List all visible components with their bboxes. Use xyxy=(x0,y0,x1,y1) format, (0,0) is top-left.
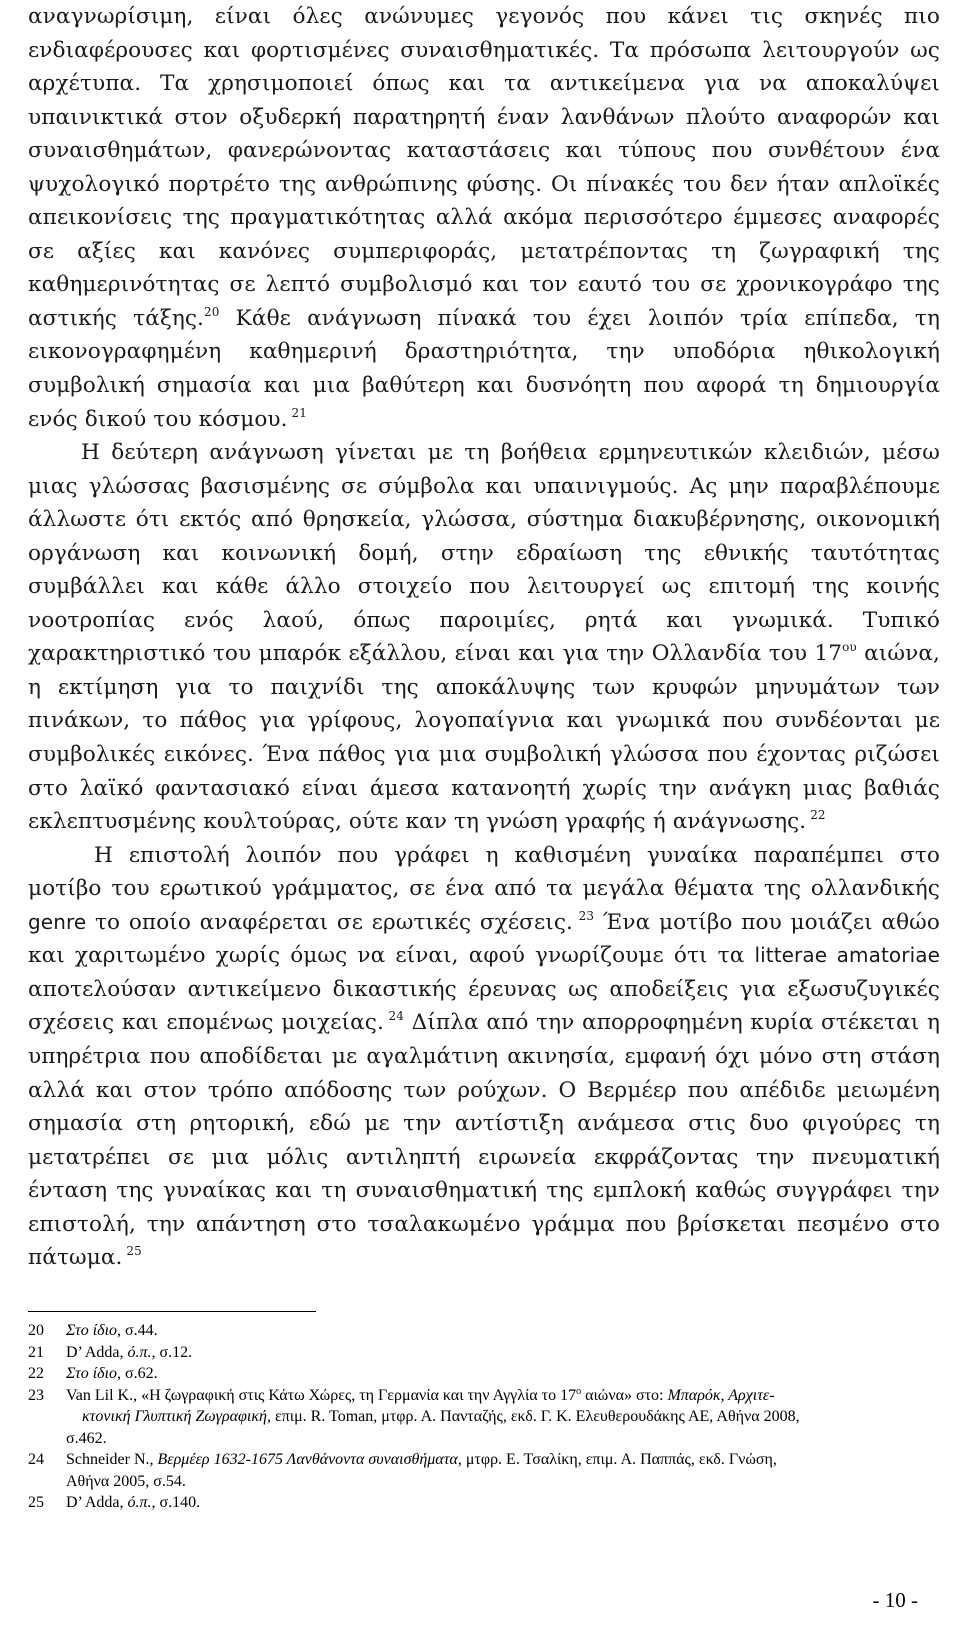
footnote-21 xyxy=(28,1342,948,1364)
footnote-rest: , σ.140. xyxy=(151,1494,201,1511)
footnote-plain: αιώνα» στο: xyxy=(581,1386,668,1404)
footnote-25 xyxy=(28,1492,948,1514)
footnote-text xyxy=(66,1385,948,1407)
footnote-number: 21 xyxy=(28,1343,44,1361)
footnote-number: 23 xyxy=(28,1386,44,1404)
footnote-ref-23[interactable]: 23 xyxy=(573,908,595,923)
paragraph-1-text-b: Κάθε ανάγνωση πίνακά του έχει λοιπόν τρία επίπεδα, τη εικονογραφημένη καθημερινή δραστηριότητα, την υποδόρια ηθικολογική συμβολική σημασία και μια βαθύτερη και δυσνόητη που αφορά τη δημιουργία ενός δικού του κόσμου. xyxy=(28,305,940,432)
page-number: - 10 - xyxy=(872,1588,918,1612)
footnote-italic: κτονική Γλυπτική Ζωγραφική, xyxy=(82,1408,271,1425)
footnote-rest: , μτφρ. Ε. Τσαλίκη, επιμ. Α. Παππάς, εκδ. Γνώση, xyxy=(457,1451,777,1468)
footnote-rest: σ.462. xyxy=(66,1429,107,1447)
footnote-ref-22[interactable]: 22 xyxy=(806,808,826,823)
footnote-rest: , σ.44. xyxy=(117,1322,158,1339)
paragraph-3-text-a: Η επιστολή λοιπόν που γράφει η καθισμένη γυναίκα παραπέμπει στο μοτίβο του ερωτικού γράμματος, σε ένα από τα μεγάλα θέματα της ολλανδικής xyxy=(28,842,940,902)
footnote-rest: , σ.12. xyxy=(151,1343,193,1361)
footnote-22 xyxy=(28,1363,948,1385)
footnote-ref-20[interactable]: 20 xyxy=(204,304,220,319)
term-litterae-amatoriae: litterae amatoriae xyxy=(754,943,940,968)
paragraph-3 xyxy=(28,839,940,1275)
footnote-ref-21[interactable]: 21 xyxy=(287,405,308,420)
footnote-text xyxy=(66,1408,800,1425)
paragraph-3-text-c: Ένα μοτίβο που μοιάζει αθώο και χαριτωμένο χωρίς όμως να είναι, αφού γνωρίζουμε ότι τα xyxy=(28,909,940,969)
footnote-author: D’ Adda, xyxy=(66,1343,128,1361)
term-genre: genre xyxy=(28,909,87,934)
footnote-author: D’ Adda, xyxy=(66,1494,128,1511)
footnote-text xyxy=(66,1363,948,1385)
paragraph-3-text-d: αποτελούσαν αντικείμενο δικαστικής έρευνας ως αποδείξεις για εξωσυζυγικές σχέσεις και επομένως μοιχείας. xyxy=(28,976,940,1036)
paragraph-1 xyxy=(28,0,940,436)
footnote-ref-25[interactable]: 25 xyxy=(122,1244,142,1259)
paragraph-3-text-e: Δίπλα από την απορροφημένη κυρία στέκεται η υπηρέτρια που αποδίδεται με αγαλμάτινη ακινησία, εμφανή όχι μόνο στη στάση αλλά και στον τρόπο απόδοσης των ρούχων. Ο Βερμέερ που απέδιδε μειωμένη σημασία στη ρητορική, εδώ με την αντίστιξη ανάμεσα στις δυο φιγούρες τη μετατρέπει σε μια μόλις αντιληπτή ειρωνεία εκφράζοντας την πνευματική ένταση της γυναίκας και τη συναισθηματική της εμπλοκή καθώς συγγράφει την επιστολή, την απάντηση στο τσαλακωμένο γράμμα που βρίσκεται πεσμένο στο πάτωμα. xyxy=(28,1010,940,1271)
footnote-rest: , σ.62. xyxy=(117,1365,158,1382)
footnote-23 xyxy=(28,1385,948,1407)
footnote-text xyxy=(66,1320,948,1342)
footnote-italic: Στο ίδιο xyxy=(66,1365,118,1382)
footnote-italic: ό.π. xyxy=(127,1494,152,1511)
footnote-italic: ό.π. xyxy=(127,1343,152,1361)
footnote-italic: Βερμέερ 1632-1675 Λανθάνοντα συναισθήματα xyxy=(157,1451,458,1468)
footnote-author: Schneider N., xyxy=(66,1451,158,1468)
footnote-24 xyxy=(28,1449,948,1471)
paragraph-2-text-b: αιώνα, η εκτίμηση για το παιχνίδι της αποκάλυψης των κρυφών μηνυμάτων των πινάκων, το πάθος για γρίφους, λογοπαίγνια και γνωμικά που συνδέονται με συμβολικές εικόνες. Ένα πάθος για μια συμβολική γλώσσα που έχοντας ριζώσει στο λαϊκό φαντασιακό είναι άμεσα κατανοητή χωρίς την ανάγκη μιας βαθιάς εκλεπτυσμένης κουλτούρας, ούτε καν τη γνώση γραφής ή ανάγνωσης. xyxy=(28,641,940,835)
footnote-separator xyxy=(28,1311,316,1312)
footnotes xyxy=(28,1320,948,1514)
ordinal-superscript: ου xyxy=(842,640,857,655)
footnote-ref-24[interactable]: 24 xyxy=(383,1009,405,1024)
ordinal-superscript: ο xyxy=(576,1385,582,1397)
footnote-23-line-2 xyxy=(28,1406,948,1428)
document-page xyxy=(28,0,940,1627)
paragraph-2 xyxy=(28,436,940,839)
footnote-rest: Αθήνα 2005, σ.54. xyxy=(66,1472,186,1490)
footnote-text xyxy=(66,1492,948,1514)
paragraph-1-text-a: αναγνωρίσιμη, είναι όλες ανώνυμες γεγονός που κάνει τις σκηνές πιο ενδιαφέρουσες και φορτισμένες συναισθηματικές. Τα πρόσωπα λειτουργούν ως αρχέτυπα. Τα χρησιμοποιεί όπως και τα αντικείμενα για να αποκαλύψει υπαινικτικά στον οξυδερκή παρατηρητή έναν λανθάνων πλούτο αναφορών και συναισθημάτων, φανερώνοντας καταστάσεις και τύπους που συνθέτουν ένα ψυχολογικό πορτρέτο της ανθρώπινης φύσης. Οι πίνακές του δεν ήταν απλοϊκές απεικονίσεις της πραγματικότητας αλλά ακόμα περισσότερο έμμεσες αναφορές σε αξίες και κανόνες συμπεριφοράς, μετατρέποντας τη ζωγραφική της καθημερινότητας σε λεπτό συμβολισμό και τον εαυτό του σε χρονικογράφο της αστικής τάξης. xyxy=(28,4,940,331)
footnote-24-line-2 xyxy=(28,1471,948,1493)
footnote-rest: επιμ. R. Toman, μτφρ. Α. Πανταζής, εκδ. Γ. Κ. Ελευθερουδάκης ΑΕ, Αθήνα 2008, xyxy=(270,1408,800,1425)
footnote-italic: Μπαρόκ, Αρχιτε- xyxy=(667,1386,775,1404)
footnote-number: 25 xyxy=(28,1494,44,1511)
footnote-author: Van Lil K., «Η ζωγραφική στις Κάτω Χώρες, τη Γερμανία και την Αγγλία το 17 xyxy=(66,1386,577,1404)
footnote-text xyxy=(66,1449,948,1471)
footnote-23-line-3 xyxy=(28,1428,948,1450)
footnote-number: 20 xyxy=(28,1322,44,1339)
footnote-italic: Στο ίδιο xyxy=(66,1322,118,1339)
footnote-number: 22 xyxy=(28,1365,44,1382)
paragraph-3-text-b: το οποίο αναφέρεται σε ερωτικές σχέσεις. xyxy=(86,909,574,935)
main-text xyxy=(28,0,940,1275)
footnote-20 xyxy=(28,1320,948,1342)
footnote-text xyxy=(66,1342,948,1364)
paragraph-2-text-a: Η δεύτερη ανάγνωση γίνεται με τη βοήθεια ερμηνευτικών κλειδιών, μέσω μιας γλώσσας βασισμένης σε σύμβολα και υπαινιγμούς. Ας μην παραβλέπουμε άλλωστε ότι εκτός από θρησκεία, γλώσσα, σύστημα διακυβέρνησης, οικονομική οργάνωση και κοινωνική δομή, στην εδραίωση της εθνικής ταυτότητας συμβάλλει και κάθε άλλο στοιχείο που λειτουργεί ως επιτομή της κοινής νοοτροπίας ενός λαού, όπως παροιμίες, ρητά και γνωμικά. Τυπικό χαρακτηριστικό του μπαρόκ εξάλλου, είναι και για την Ολλανδία του 17 xyxy=(28,440,940,667)
footnote-number: 24 xyxy=(28,1451,44,1468)
